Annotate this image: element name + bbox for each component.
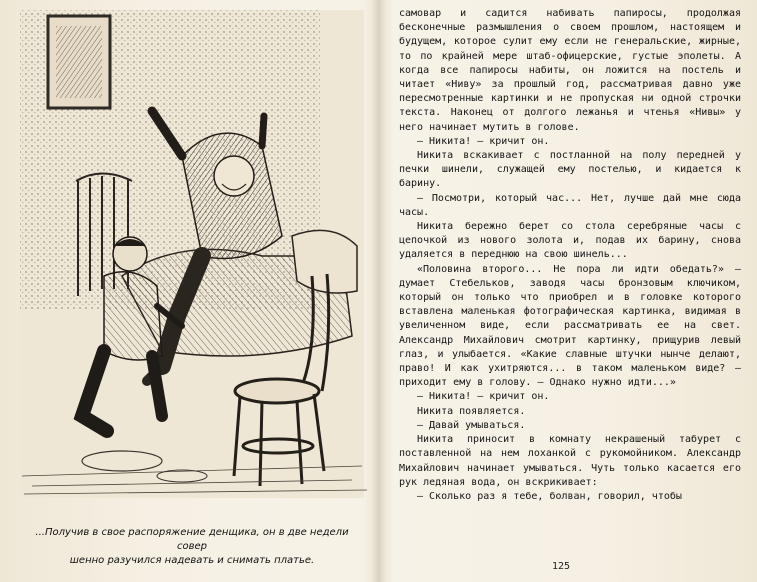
paragraph: Никита вскакивает с постланной на полу передней у печки шинели, служащей ему постелью, и кидается к барину. — [399, 150, 741, 190]
caption-line: ...Получив в свое распоряжение денщика, он в две недели совер — [35, 527, 349, 552]
paragraph: — Никита! — кричит он. — [417, 391, 550, 403]
gutter-shadow — [372, 0, 386, 582]
illustration-svg — [12, 6, 372, 504]
paragraph: — Давай умываться. — [417, 419, 526, 431]
paragraph: «Половина второго... Не пора ли идти обедать?» — думает Стебельков, заводя часы бронзовым ключиком, который он только что приобрел и в головке которого вставлена маленькая фотографическая картинка, видимая в увеличенном виде, если рассматривать ее на свет. Александр Михайлович смотрит картинку, прищурив левый глаз, и улыбается. «Какие славные штучки нынче делают, право! И как ухитряются... в таком маленьком виде? — приходит ему в голову. — Однако нужно идти...» — [399, 263, 741, 389]
paragraph: — Никита! — кричит он. — [417, 135, 550, 147]
page-text-column — [399, 7, 741, 504]
paragraph: Никита бережно берет со стола серебряные часы с цепочкой из нового золота и, подав их барину, снова удаляется в переднюю на свою шинель... — [399, 221, 741, 261]
engraving-illustration — [12, 6, 372, 504]
paragraph: самовар и садится набивать папиросы, продолжая бесконечные размышления о своем прошлом, настоящем и будущем, которое сулит ему если не генеральские, жирные, то по крайней мере штаб-офицерские, густые эполеты. А когда все папиросы набиты, он ложится на постель и читает «Ниву» за прошлый год, рассматривая давно уже пересмотренные картинки и не пропуская ни одной строчки текста. Наконец от долгого лежанья и чтенья «Нивы» у него начинает мутить в голове. — [399, 8, 741, 133]
paragraph: Никита приносит в комнату некрашеный табурет с поставленной на нем лоханкой с рукомойником. Александр Михайлович начинает умываться. Чуть только касается его рук ледяная вода, он вскрикивает: — [399, 434, 741, 488]
page-number: 125 — [552, 561, 571, 572]
paragraph: — Посмотри, который час... Нет, лучше дай мне сюда часы. — [399, 192, 741, 218]
paragraph: Никита появляется. — [417, 405, 526, 417]
illustration-caption — [22, 526, 362, 568]
paragraph: — Сколько раз я тебе, болван, говорил, чтобы — [417, 490, 682, 502]
caption-line: шенно разучился надевать и снимать платье. — [69, 555, 315, 566]
